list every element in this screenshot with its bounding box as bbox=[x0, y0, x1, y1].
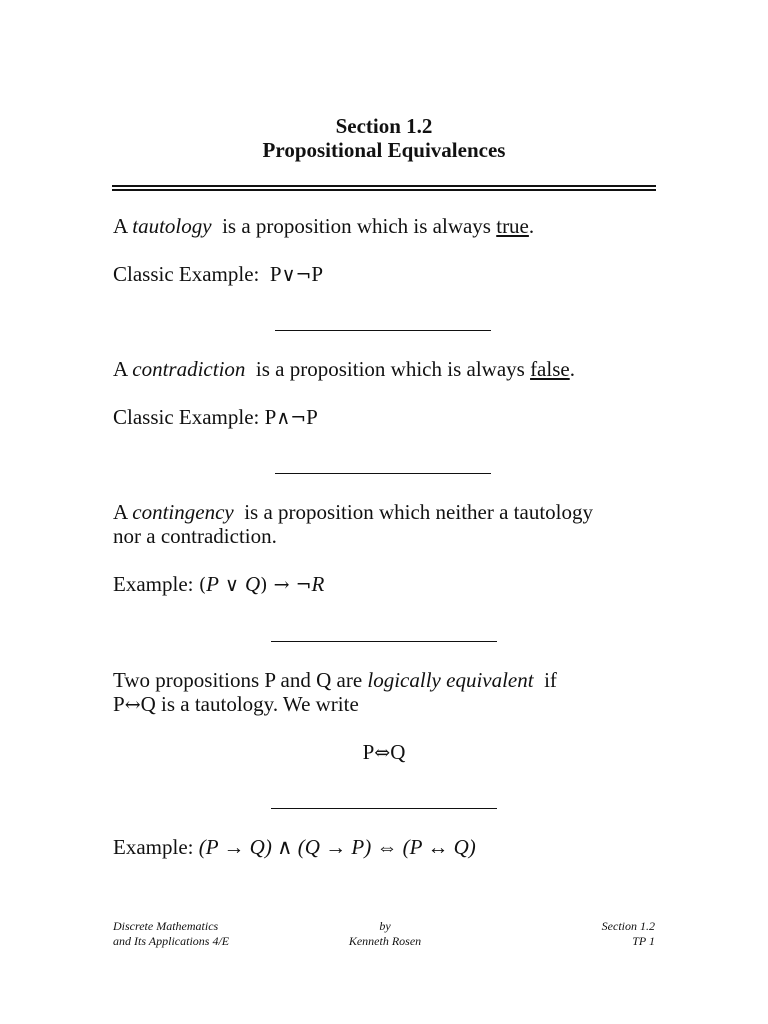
equivalence-definition: Two propositions P and Q are logically equivalent if bbox=[113, 668, 557, 692]
section-title: Propositional Equivalences bbox=[262, 138, 506, 162]
contradiction-definition: A contradiction is a proposition which is always false. bbox=[113, 357, 575, 381]
tautology-example: Classic Example: P∨¬P bbox=[113, 262, 324, 286]
contingency-term: contingency bbox=[132, 500, 234, 524]
footer-author: by Kenneth Rosen bbox=[348, 919, 422, 948]
contradiction-term: contradiction bbox=[132, 357, 246, 381]
contingency-definition: A contingency is a proposition which neither a tautology bbox=[113, 500, 593, 524]
separator-1 bbox=[275, 330, 491, 331]
title-rule-bottom bbox=[112, 189, 656, 191]
contingency-definition-line2: nor a contradiction. bbox=[113, 524, 277, 548]
false-value: false bbox=[530, 357, 570, 381]
section-number: Section 1.2 bbox=[335, 114, 433, 138]
contingency-example: Example: (P ∨ Q) → ¬R bbox=[113, 572, 325, 596]
true-value: true bbox=[496, 214, 529, 238]
logically-equivalent-term: logically equivalent bbox=[367, 668, 534, 692]
separator-3 bbox=[271, 641, 497, 642]
equivalence-definition-line2: P↔Q is a tautology. We write bbox=[113, 692, 359, 716]
title-rule-top bbox=[112, 185, 656, 187]
contradiction-example: Classic Example: P∧¬P bbox=[113, 405, 318, 429]
tautology-definition: A tautology is a proposition which is always true. bbox=[113, 214, 535, 238]
separator-2 bbox=[275, 473, 491, 474]
equivalence-example-expression: (P → Q) ∧ (Q → P) ⇔ (P ↔ Q) bbox=[198, 835, 476, 859]
equivalence-example: Example: (P → Q) ∧ (Q → P) ⇔ (P ↔ Q) bbox=[113, 835, 476, 859]
equivalence-notation: P⇔Q bbox=[362, 740, 406, 764]
tautology-term: tautology bbox=[132, 214, 212, 238]
footer-book: Discrete Mathematics and Its Applications 4/E bbox=[113, 919, 230, 948]
footer-section: Section 1.2 TP 1 bbox=[601, 919, 655, 948]
separator-4 bbox=[271, 808, 497, 809]
